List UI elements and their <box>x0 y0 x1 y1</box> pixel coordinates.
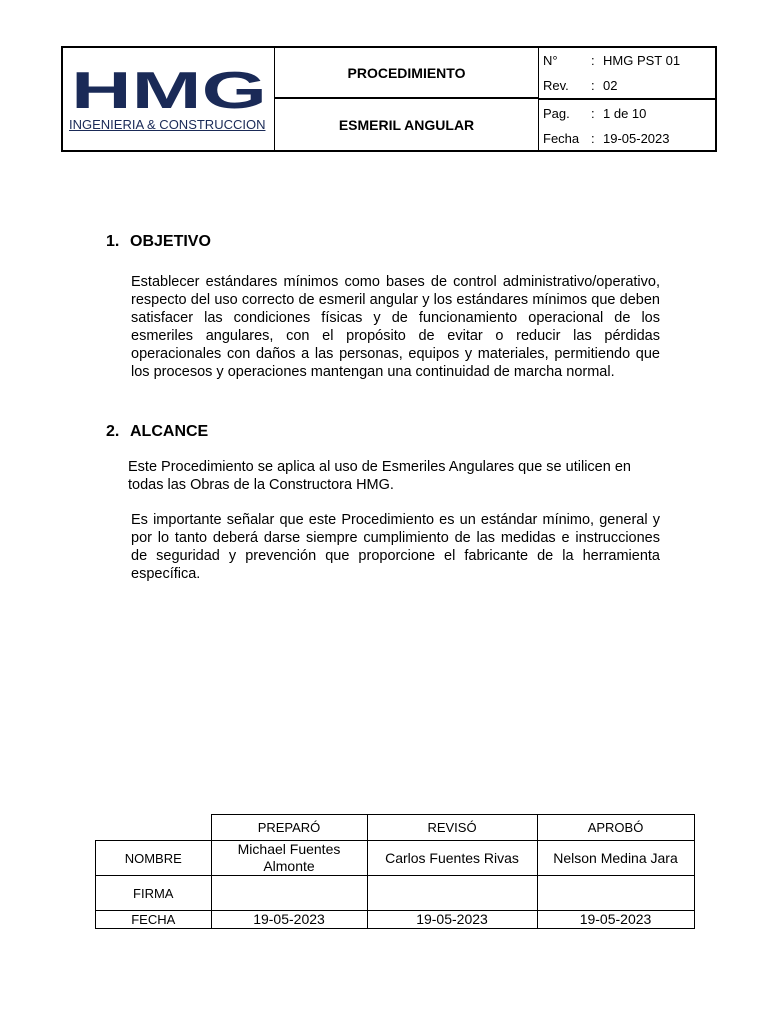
section-title: OBJETIVO <box>130 233 211 250</box>
logo-text: HMG <box>71 66 267 116</box>
meta-colon: : <box>591 106 595 121</box>
table-cell: Carlos Fuentes Rivas <box>367 841 537 876</box>
section-number: 2. <box>106 423 120 440</box>
meta-value: 19-05-2023 <box>603 131 670 146</box>
table-row <box>96 911 695 929</box>
section-number: 1. <box>106 233 120 250</box>
meta-key: Rev. <box>543 78 569 93</box>
table-header-row <box>96 815 695 841</box>
row-label: NOMBRE <box>96 841 212 876</box>
table-cell: 19-05-2023 <box>537 911 694 929</box>
signature-cell <box>367 876 537 911</box>
meta-row-date <box>539 126 715 151</box>
section-paragraph: Este Procedimiento se aplica al uso de Esmeriles Angulares que se utilicen en todas las Obras de la Constructora HMG. <box>128 459 631 493</box>
doc-meta <box>539 48 715 150</box>
hmg-logo-mark <box>69 66 269 116</box>
doc-title-cell <box>275 48 539 150</box>
meta-row-page <box>539 101 715 126</box>
column-header: REVISÓ <box>367 815 537 841</box>
section-title: ALCANCE <box>130 423 209 440</box>
table-cell: Michael Fuentes Almonte <box>211 841 367 876</box>
column-header: PREPARÓ <box>211 815 367 841</box>
meta-colon: : <box>591 78 595 93</box>
table-cell: Nelson Medina Jara <box>537 841 694 876</box>
column-header: APROBÓ <box>537 815 694 841</box>
section-paragraph: Establecer estándares mínimos como bases de control administrativo/operativo, respecto del uso correcto de esmeril angular y los estándares mínimos que deben satisfacer las condiciones físicas y de funcionamiento operacional de los esmeriles angulares, con el propósito de evitar o reducir las pérdidas operacionales con daños a las personas, equipos y materiales, permitiendo que los procesos y operaciones mantengan una continuidad de marcha normal. <box>131 274 660 380</box>
doc-title: ESMERIL ANGULAR <box>338 116 475 133</box>
table-cell: 19-05-2023 <box>367 911 537 929</box>
signature-cell <box>211 876 367 911</box>
corner-cell <box>96 815 212 841</box>
section-paragraph: Es importante señalar que este Procedimiento es un estándar mínimo, general y por lo tanto deberá darse siempre cumplimiento de las medidas e instrucciones de seguridad y prevención que proporcione el fabricante de la herramienta específica. <box>131 512 660 582</box>
meta-key: Pag. <box>543 106 570 121</box>
meta-value: 1 de 10 <box>603 106 647 121</box>
signature-cell <box>537 876 694 911</box>
doc-type: PROCEDIMIENTO <box>275 48 538 99</box>
section-heading-objetivo <box>106 233 406 253</box>
meta-row-number <box>539 48 715 73</box>
row-label: FECHA <box>96 911 212 929</box>
meta-row-rev <box>539 73 715 100</box>
meta-value: HMG PST 01 <box>603 53 681 68</box>
logo-subtitle: INGENIERIA & CONSTRUCCION <box>69 117 266 132</box>
meta-colon: : <box>591 53 595 68</box>
section-heading-alcance <box>106 423 406 443</box>
meta-colon: : <box>591 131 595 146</box>
table-row <box>96 876 695 911</box>
company-logo <box>63 48 275 150</box>
table-row <box>96 841 695 876</box>
meta-value: 02 <box>603 78 618 93</box>
row-label: FIRMA <box>96 876 212 911</box>
table-cell: 19-05-2023 <box>211 911 367 929</box>
meta-key: N° <box>543 53 558 68</box>
signature-table <box>95 814 695 929</box>
document-header <box>61 46 717 152</box>
meta-key: Fecha <box>543 131 580 146</box>
